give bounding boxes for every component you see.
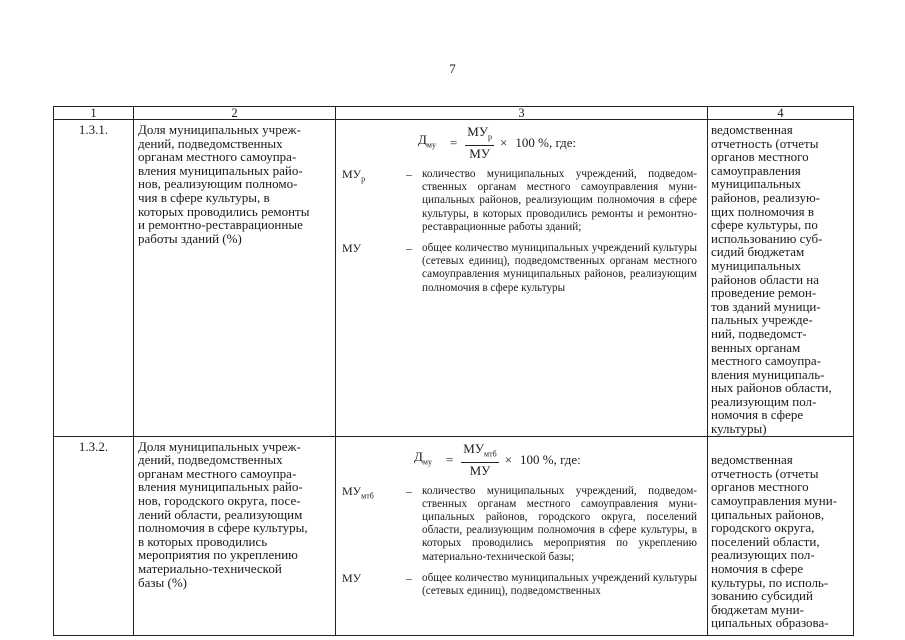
formula-denominator: МУ [469, 462, 491, 478]
legend-item [340, 572, 697, 598]
page-number: 7 [449, 61, 456, 76]
legend-item [340, 242, 697, 295]
column-header: 4 [708, 107, 854, 120]
row-number: 1.3.2. [54, 436, 134, 635]
column-header: 2 [134, 107, 336, 120]
legend-item [340, 168, 697, 234]
legend-description: количество муниципальных учреждений, подведом-ственных органам местного самоуправления муни-ципальных районов, реализующим полномочия в сфере культуры, в которых проводились ремонты и ремонтно-реставрационные работы зданий; [422, 168, 697, 233]
formula-times: × [504, 451, 513, 467]
calculation-method [336, 436, 708, 635]
legend-item [340, 485, 697, 564]
column-header: 3 [336, 107, 708, 120]
calculation-method [336, 120, 708, 437]
legend-description: количество муниципальных учреждений, подведом-ственных органам местного самоуправления муни-ципальных районов, городского округа, поселений области, реализующим полномочия в сфере культуры, в которых проводились мероприятия по укреплению материально-технической базы; [422, 484, 697, 563]
legend-dash: – [406, 570, 412, 585]
table-row [54, 436, 854, 635]
formula-numerator: $МУ_р$ [465, 125, 494, 146]
legend-symbol: МУ [342, 241, 362, 256]
formula-fraction [461, 442, 498, 478]
table-header-row [54, 107, 854, 120]
formula [340, 441, 697, 479]
indicator-name: Доля муниципальных учреж- дений, подведомственных органам местного самоупра- вления муниципальных райо- нов, реализующим полномо- чия в сфере культуры, в которых проводились ремонты и ремонтно-реставрационные работы зданий (%) [134, 120, 336, 437]
formula-tail: 100 %, где: [520, 451, 581, 467]
formula-lhs: $Д_{му}$ [414, 449, 432, 467]
formula-equals: = [449, 135, 458, 151]
formula-times: × [500, 135, 508, 151]
legend-symbol: $МУ_{мтб}$ [342, 483, 374, 501]
indicator-name: Доля муниципальных учреж- дений, подведомственных органам местного самоупра- вления муниципальных райо- нов, городского округа, посе- лений области, реализующим полномочия в сфере культуры, в которых проводились мероприятия по укреплению материально-технической базы (%) [134, 436, 336, 635]
column-header: 1 [54, 107, 134, 120]
formula-lhs: $Д_{му}$ [418, 132, 436, 150]
legend-dash: – [406, 167, 412, 181]
formula-equals: = [445, 451, 454, 467]
legend-dash: – [406, 241, 412, 256]
legend-dash: – [406, 483, 412, 498]
data-source: ведомственная отчетность (отчеты органов местного самоуправления муниципальных районов, реализую- щих полномочия в сфере культуры, по использованию суб- сидий бюджетам муниципальных районов области на проведение ремон- тов зданий муници- пальных учрежде- ний, подведомст- венных органам местного самоупра- вления муниципаль- ных районов области, реализующим пол- номочия в сфере культуры) [708, 120, 854, 437]
indicator-table [53, 106, 854, 636]
formula-fraction [465, 125, 494, 161]
legend-description: общее количество муниципальных учреждений культуры (сетевых единиц), подведомственных органам местного самоуправления муниципальных районов, реализующим полномочия в сфере культуры [422, 242, 697, 294]
formula-tail: 100 %, где: [515, 135, 577, 151]
legend-symbol: МУ [342, 570, 362, 585]
row-number: 1.3.1. [54, 120, 134, 437]
table-row [54, 120, 854, 437]
formula-denominator: МУ [469, 146, 491, 162]
legend-description: общее количество муниципальных учреждений культуры (сетевых единиц), подведомственных [422, 571, 697, 598]
formula [340, 124, 697, 162]
data-source: ведомственная отчетность (отчеты органов местного самоуправления муни- ципальных районов, городского округа, поселений области, реализующих пол- номочия в сфере культуры, по исполь- зованию субсидий бюджетам муни- ципальных образова- [708, 436, 854, 635]
legend-symbol: $МУ_р$ [342, 167, 366, 184]
formula-numerator: $МУ_{мтб}$ [461, 442, 498, 463]
